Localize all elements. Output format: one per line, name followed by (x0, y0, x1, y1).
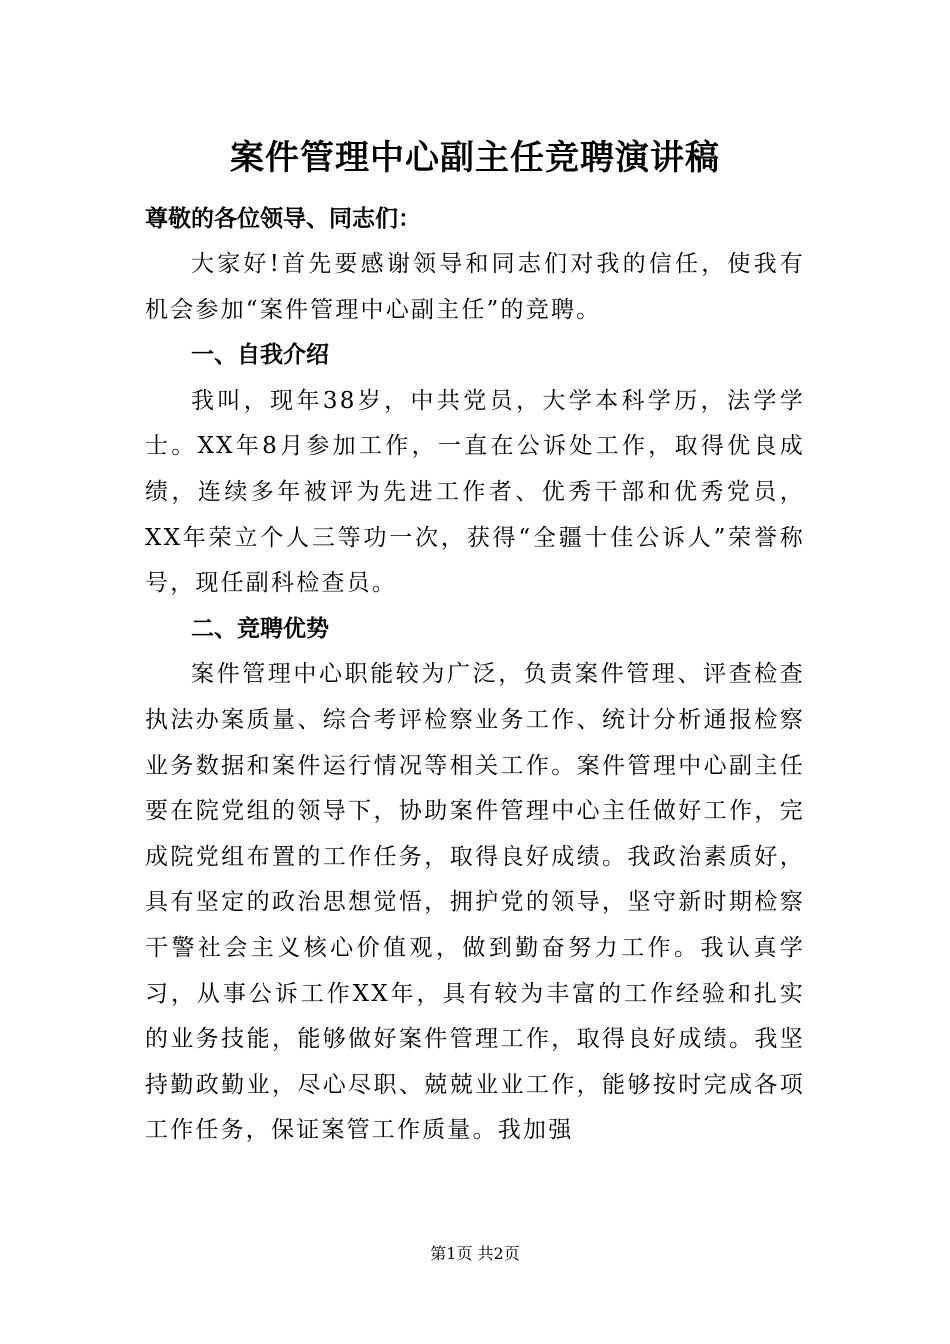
section-heading-advantages: 二、竞聘优势 (191, 615, 329, 642)
opening-paragraph: 大家好!首先要感谢领导和同志们对我的信任，使我有机会参加“案件管理中心副主任”的竞聘。 (145, 251, 805, 323)
salutation: 尊敬的各位领导、同志们： (145, 206, 421, 232)
self-intro-paragraph: 我叫，现年38岁，中共党员，大学本科学历，法学学士。XX年8月参加工作，一直在公诉处工作，取得优良成绩，连续多年被评为先进工作者、优秀干部和优秀党员，XX年荣立个人三等功一次，获得“全疆十佳公诉人”荣誉称号，现任副科检查员。 (145, 387, 805, 597)
section-heading-self-intro: 一、自我介绍 (191, 342, 329, 369)
advantages-paragraph: 案件管理中心职能较为广泛，负责案件管理、评查检查执法办案质量、综合考评检察业务工作、统计分析通报检察业务数据和案件运行情况等相关工作。案件管理中心副主任要在院党组的领导下，协助案件管理中心主任做好工作，完成院党组布置的工作任务，取得良好成绩。我政治素质好，具有坚定的政治思想觉悟，拥护党的领导，坚守新时期检察干警社会主义核心价值观，做到勤奋努力工作。我认真学习，从事公诉工作XX年，具有较为丰富的工作经验和扎实的业务技能，能够做好案件管理工作，取得良好成绩。我坚持勤政勤业，尽心尽职、兢兢业业工作，能够按时完成各项工作任务，保证案管工作质量。我加强 (145, 661, 805, 1144)
page-number-footer: 第1页 共2页 (430, 1244, 520, 1263)
document-title: 案件管理中心副主任竞聘演讲稿 (230, 138, 720, 178)
document-body (145, 196, 805, 1154)
